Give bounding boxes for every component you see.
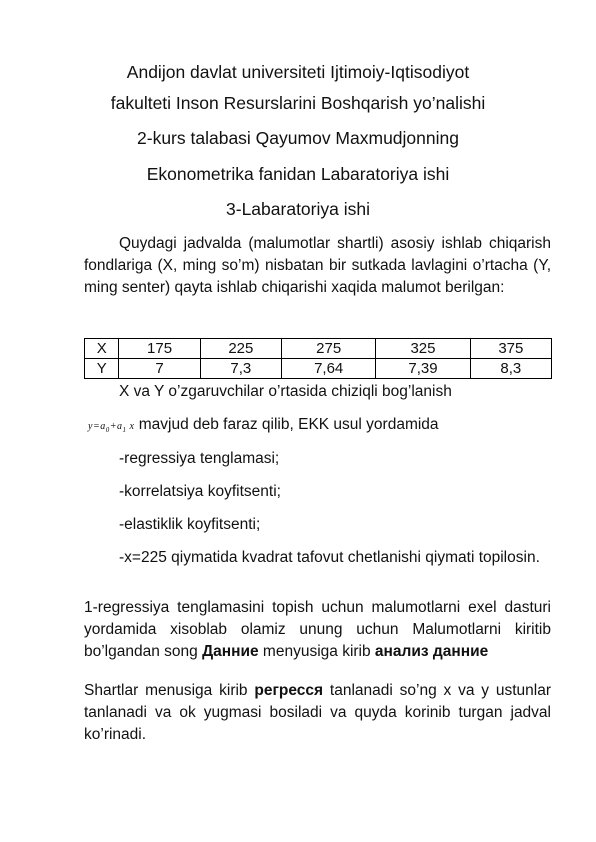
table-row-x — [85, 339, 552, 359]
heading-line-4: Ekonometrika fanidan Labaratoriya ishi — [146, 164, 450, 184]
data-table — [84, 338, 552, 379]
table-cell: 375 — [470, 339, 551, 359]
heading-line-3: 2-kurs talabasi Qayumov Maxmudjonning — [137, 128, 459, 148]
table-cell: 7 — [119, 359, 200, 379]
task-correlation: -korrelatsiya koyfitsenti; — [119, 483, 281, 500]
table-cell: 225 — [200, 339, 281, 359]
table-cell: X — [85, 339, 119, 359]
heading-line-2: fakulteti Inson Resurslarini Boshqarish yo’nalishi — [110, 93, 486, 113]
table-cell: 7,39 — [376, 359, 470, 379]
table-cell: 7,3 — [200, 359, 281, 379]
regression-formula: $y=a_0+a_1$ x — [88, 421, 135, 434]
menu-name-dannie: Данние — [202, 643, 259, 660]
task-deviation: -x=225 qiymatida kvadrat tafovut chetlanishi qiymati topilosin. — [119, 549, 540, 566]
formula-line — [88, 414, 439, 441]
table-cell: Y — [85, 359, 119, 379]
table-cell: 175 — [119, 339, 200, 359]
table-cell: 325 — [376, 339, 470, 359]
heading-line-5: 3-Labaratoriya ishi — [226, 199, 370, 219]
intro-paragraph: Quydagi jadvalda (malumotlar shartli) asosiy ishlab chiqarish fondlariga (X, ming so’m) nisbatan bir sutkada lavlagini o’rtacha (Y, ming senter) qayta ishlab chiqarishi xaqida malumot berilgan: — [84, 235, 551, 296]
table-cell: 7,64 — [282, 359, 376, 379]
table-cell: 8,3 — [470, 359, 551, 379]
task-elasticity: -elastiklik koyfitsenti; — [119, 516, 261, 533]
menu-name-regressiya: регресся — [254, 682, 324, 699]
formula-tail: mavjud deb faraz qilib, EKK usul yordamida — [138, 416, 439, 433]
table-cell: 275 — [282, 339, 376, 359]
task-regression: -regressiya tenglamasi; — [119, 450, 280, 467]
step2-paragraph: Shartlar menusiga kirib регресся tanlanadi so’ng x va y ustunlar tanlanadi va ok yugmasi bosiladi va quyda korinib turgan jadval ko’rinadi. — [84, 682, 551, 743]
relation-line: X va Y o’zgaruvchilar o’rtasida chiziqli bog’lanish — [119, 383, 452, 400]
table-row-y — [85, 359, 552, 379]
step1-paragraph: 1-regressiya tenglamasini topish uchun malumotlarni exel dasturi yordamida xisoblab olamiz unung uchun Malumotlarni kiritib bo’lgandan song Данние menyusiga kirib анализ данние — [84, 599, 551, 660]
menu-name-analiz: анализ данние — [374, 643, 489, 660]
heading-line-1: Andijon davlat universiteti Ijtimoiy-Iqtisodiyot — [126, 62, 470, 82]
